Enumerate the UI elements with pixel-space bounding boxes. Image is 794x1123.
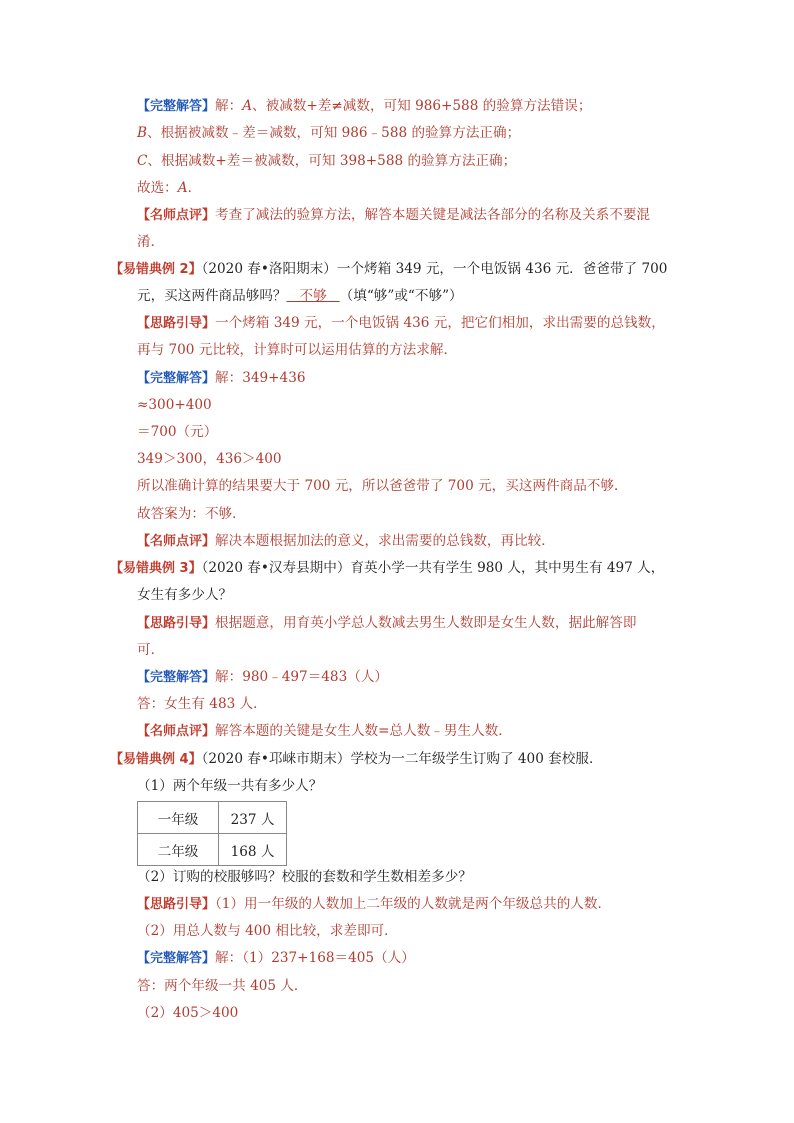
text-segment: ≈300+400 xyxy=(137,397,212,413)
table-cell: 168 人 xyxy=(219,834,287,866)
text-segment: 故选： xyxy=(137,180,178,196)
text-line xyxy=(137,179,201,197)
text-line xyxy=(137,124,520,142)
text-line xyxy=(137,777,322,795)
text-line xyxy=(137,314,665,333)
table-cell: 237 人 xyxy=(219,802,287,834)
text-segment: 故答案为：不够． xyxy=(137,506,246,522)
text-line xyxy=(137,1004,238,1022)
text-segment: 、根据减数+差＝被减数，可知 398+588 的验算方法正确； xyxy=(147,153,517,169)
example-heading xyxy=(110,559,664,578)
text-segment: 解：980﹣497＝483（人） xyxy=(215,669,389,685)
example-heading xyxy=(110,750,603,769)
text-segment: 【易错典例 2】 xyxy=(110,262,202,277)
text-line xyxy=(137,722,512,741)
text-line xyxy=(137,977,308,995)
text-segment: 【思路引导】 xyxy=(137,616,216,631)
text-segment: 解： xyxy=(215,98,243,114)
text-line xyxy=(137,586,232,604)
text-segment: （填“够”或“不够”） xyxy=(339,288,463,304)
grade-count-table xyxy=(137,801,287,866)
example-heading xyxy=(110,260,667,279)
text-segment: A xyxy=(177,180,188,196)
text-segment: A xyxy=(242,98,253,114)
text-line xyxy=(137,922,398,940)
text-segment: B xyxy=(137,125,147,141)
text-segment: （2）405＞400 xyxy=(137,1005,239,1021)
text-segment: （1）用一年级的人数加上二年级的人数就是两个年级总共的人数． xyxy=(215,896,612,912)
text-segment: 再与 700 元比较，计算时可以运用估算的方法求解． xyxy=(137,342,458,358)
text-segment: 【完整解答】 xyxy=(137,670,216,685)
text-segment: 解：（1）237+168＝405（人） xyxy=(215,950,415,966)
text-line xyxy=(137,206,650,225)
text-line xyxy=(137,423,217,441)
text-segment: （2020 春•洛阳期末）一个烤箱 349 元，一个电饭锅 436 元．爸爸带了 700 xyxy=(201,261,668,277)
text-segment: （2）订购的校服够吗？校服的套数和学生数相差多少？ xyxy=(137,869,472,885)
text-line xyxy=(137,614,636,633)
text-segment: 【完整解答】 xyxy=(137,371,216,386)
text-segment: （2）用总人数与 400 相比较，求差即可． xyxy=(137,923,398,939)
text-segment: 不够 xyxy=(286,288,340,304)
text-segment: 【名师点评】 xyxy=(137,724,216,739)
text-line xyxy=(137,868,472,886)
text-line xyxy=(137,152,516,170)
text-segment: 、根据被减数﹣差＝减数，可知 986﹣588 的验算方法正确； xyxy=(147,125,521,141)
text-line xyxy=(137,369,306,388)
text-segment: 【完整解答】 xyxy=(137,951,216,966)
text-segment: 【易错典例 3】 xyxy=(110,561,202,576)
text-line xyxy=(137,287,463,305)
text-segment: 答：女生有 483 人． xyxy=(137,696,267,712)
text-segment: 【思路引导】 xyxy=(137,897,216,912)
text-segment: 女生有多少人？ xyxy=(137,587,233,603)
text-segment: 【完整解答】 xyxy=(137,99,216,114)
text-line xyxy=(137,505,246,523)
text-line xyxy=(137,97,591,116)
text-segment: C xyxy=(137,153,148,169)
text-segment: （2020 春•邛崃市期末）学校为一二年级学生订购了 400 套校服． xyxy=(201,751,603,767)
text-segment: 解答本题的关键是女生人数=总人数﹣男生人数． xyxy=(215,723,512,739)
text-segment: （1）两个年级一共有多少人？ xyxy=(137,778,323,794)
text-segment: 【易错典例 4】 xyxy=(110,752,202,767)
text-line xyxy=(137,396,212,414)
table-cell: 二年级 xyxy=(138,834,219,866)
text-segment: 【思路引导】 xyxy=(137,316,216,331)
text-segment: 、被减数+差≠减数，可知 986+588 的验算方法错误； xyxy=(252,98,592,114)
text-line xyxy=(137,233,164,251)
text-segment: 可． xyxy=(137,642,165,658)
text-segment: 解决本题根据加法的意义，求出需要的总钱数，再比较． xyxy=(215,533,555,549)
text-segment: 元，买这两件商品够吗？ xyxy=(137,288,287,304)
text-segment: 根据题意，用育英小学总人数减去男生人数即是女生人数，据此解答即 xyxy=(215,615,637,631)
text-segment: 【名师点评】 xyxy=(137,208,216,223)
text-segment: 【名师点评】 xyxy=(137,534,216,549)
text-segment: ＝700（元） xyxy=(137,424,218,440)
text-line xyxy=(137,895,611,914)
text-line xyxy=(137,641,164,659)
table-row xyxy=(138,802,287,834)
text-segment: 淆． xyxy=(137,234,165,250)
text-segment: 答：两个年级一共 405 人． xyxy=(137,978,308,994)
text-segment: 解：349+436 xyxy=(215,370,306,386)
text-line xyxy=(137,450,282,468)
text-segment: 考查了减法的验算方法，解答本题关键是减法各部分的名称及关系不要混 xyxy=(215,207,651,223)
text-segment: ． xyxy=(187,180,202,196)
text-line xyxy=(137,341,457,359)
text-line xyxy=(137,477,628,495)
text-line xyxy=(137,532,555,551)
text-line xyxy=(137,949,415,968)
text-segment: 一个烤箱 349 元，一个电饭锅 436 元，把它们相加，求出需要的总钱数， xyxy=(215,315,665,331)
table-cell: 一年级 xyxy=(138,802,219,834)
table-row xyxy=(138,834,287,866)
text-segment: 所以准确计算的结果要大于 700 元，所以爸爸带了 700 元，买这两件商品不够． xyxy=(137,478,628,494)
text-segment: 349＞300，436＞400 xyxy=(137,451,282,467)
text-line xyxy=(137,668,388,687)
text-line xyxy=(137,695,267,713)
text-segment: （2020 春•汉寿县期中）育英小学一共有学生 980 人，其中男生有 497 人， xyxy=(201,560,665,576)
